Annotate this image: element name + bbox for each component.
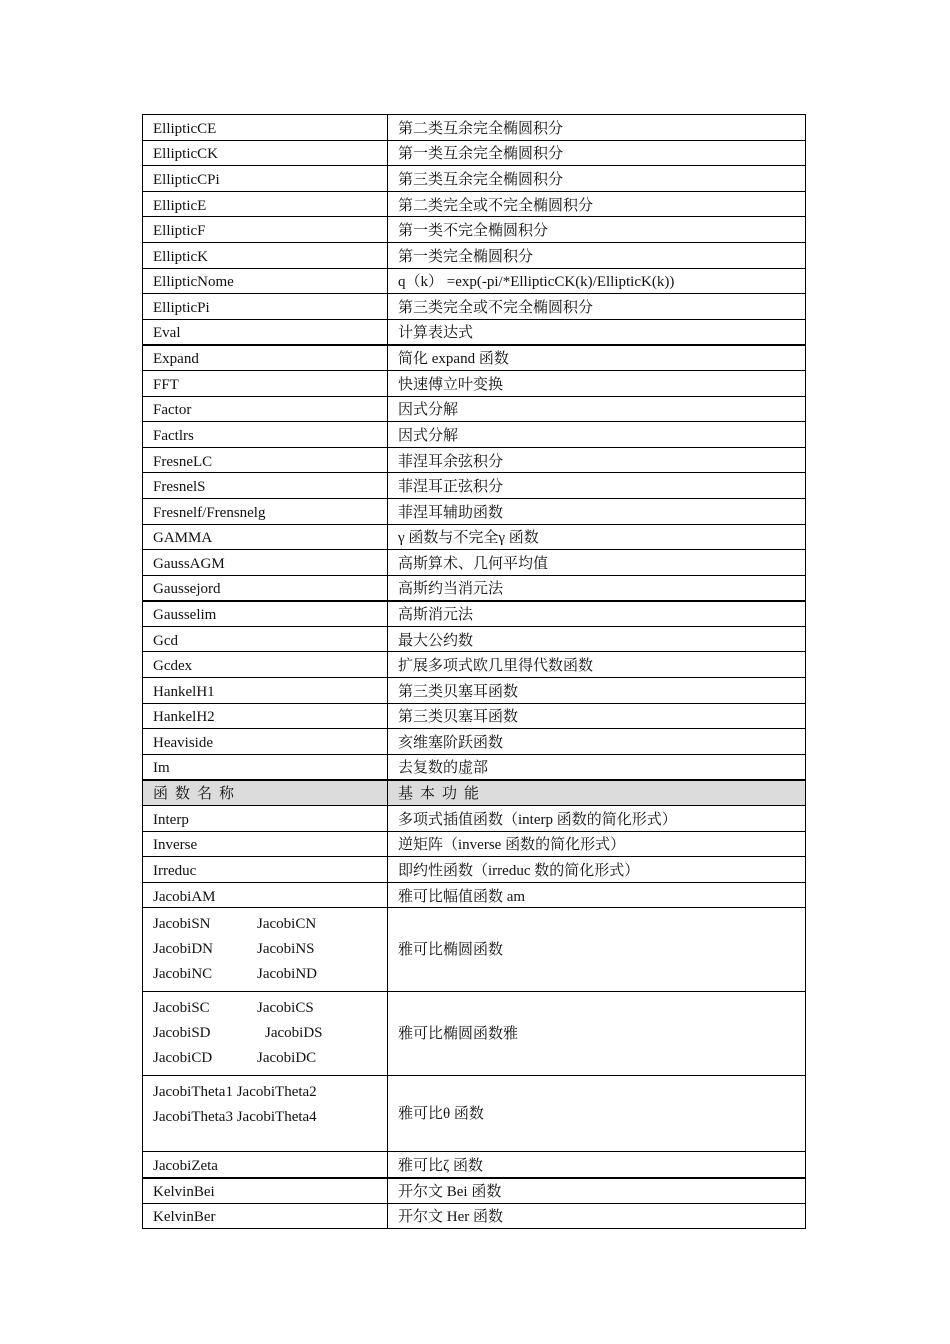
table-row	[143, 857, 806, 883]
function-name: Gcdex	[143, 652, 388, 678]
function-description: 第三类贝塞耳函数	[388, 678, 806, 704]
function-name: GAMMA	[143, 524, 388, 550]
function-description: 亥维塞阶跃函数	[388, 729, 806, 755]
function-name: Gausselim	[143, 601, 388, 627]
table-row	[143, 754, 806, 780]
function-name: FFT	[143, 370, 388, 396]
function-description: 开尔文 Her 函数	[388, 1203, 806, 1229]
header-function-name: 函数名称	[143, 780, 388, 806]
function-name: EllipticNome	[143, 268, 388, 294]
table-row	[143, 601, 806, 627]
function-name: JacobiDS	[265, 1025, 323, 1042]
function-name: KelvinBer	[143, 1203, 388, 1229]
function-name: Eval	[143, 319, 388, 345]
table-row	[143, 319, 806, 345]
function-name: FresneLC	[143, 447, 388, 473]
function-description: 最大公约数	[388, 626, 806, 652]
function-name: EllipticF	[143, 217, 388, 243]
function-description: 高斯约当消元法	[388, 575, 806, 601]
function-name: EllipticPi	[143, 294, 388, 320]
function-description: 去复数的虚部	[388, 754, 806, 780]
table-row	[143, 1203, 806, 1229]
function-name: JacobiND	[257, 966, 317, 983]
function-name: EllipticK	[143, 242, 388, 268]
function-name-group	[143, 1076, 388, 1152]
function-name: Interp	[143, 806, 388, 832]
function-pair	[153, 1021, 377, 1046]
function-description: 菲涅耳正弦积分	[388, 473, 806, 499]
function-description: 第二类互余完全椭圆积分	[388, 115, 806, 141]
function-description: 第一类不完全椭圆积分	[388, 217, 806, 243]
function-name: JacobiSD	[153, 1025, 211, 1042]
function-name: Heaviside	[143, 729, 388, 755]
table-row	[143, 498, 806, 524]
table-row	[143, 370, 806, 396]
function-description: q（k） =exp(-pi/*EllipticCK(k)/EllipticK(k))	[388, 268, 806, 294]
table-row	[143, 652, 806, 678]
table-row	[143, 140, 806, 166]
function-pair	[153, 1046, 377, 1071]
table-row	[143, 115, 806, 141]
table-row	[143, 345, 806, 371]
function-line: JacobiTheta3 JacobiTheta4	[153, 1109, 317, 1126]
function-description: 多项式插值函数（interp 函数的简化形式）	[388, 806, 806, 832]
function-name-group	[143, 992, 388, 1076]
function-description: 计算表达式	[388, 319, 806, 345]
function-name: EllipticCE	[143, 115, 388, 141]
function-description: 扩展多项式欧几里得代数函数	[388, 652, 806, 678]
table-row	[143, 191, 806, 217]
table-row	[143, 806, 806, 832]
function-description: 因式分解	[388, 396, 806, 422]
table-row	[143, 703, 806, 729]
table-row	[143, 422, 806, 448]
function-description: 即约性函数（irreduc 数的简化形式）	[388, 857, 806, 883]
function-description: 第一类互余完全椭圆积分	[388, 140, 806, 166]
function-name: Expand	[143, 345, 388, 371]
function-description: 雅可比ζ 函数	[388, 1152, 806, 1178]
function-name: EllipticCPi	[143, 166, 388, 192]
table-row	[143, 1152, 806, 1178]
function-name: FresnelS	[143, 473, 388, 499]
function-description: 高斯算术、几何平均值	[388, 550, 806, 576]
function-name: JacobiAM	[143, 882, 388, 908]
table-row	[143, 550, 806, 576]
function-name: Inverse	[143, 831, 388, 857]
function-description: 因式分解	[388, 422, 806, 448]
function-description: γ 函数与不完全γ 函数	[388, 524, 806, 550]
table-row	[143, 678, 806, 704]
table-row	[143, 524, 806, 550]
function-name: JacobiNC	[153, 966, 213, 983]
function-description: 第三类完全或不完全椭圆积分	[388, 294, 806, 320]
function-name: JacobiCD	[153, 1050, 213, 1067]
function-pair	[153, 996, 377, 1021]
function-name: JacobiSN	[153, 916, 211, 933]
function-name: JacobiSC	[153, 1000, 210, 1017]
function-name: JacobiZeta	[143, 1152, 388, 1178]
function-name-group	[143, 908, 388, 992]
function-description: 开尔文 Bei 函数	[388, 1178, 806, 1204]
function-name: Im	[143, 754, 388, 780]
function-description: 菲涅耳余弦积分	[388, 447, 806, 473]
function-name: Gcd	[143, 626, 388, 652]
table-row	[143, 217, 806, 243]
function-description: 菲涅耳辅助函数	[388, 498, 806, 524]
function-name: JacobiDN	[153, 941, 213, 958]
function-name: EllipticCK	[143, 140, 388, 166]
table-header-row	[143, 780, 806, 806]
table-row	[143, 473, 806, 499]
function-description: 逆矩阵（inverse 函数的简化形式）	[388, 831, 806, 857]
function-name: Fresnelf/Frensnelg	[143, 498, 388, 524]
table-row	[143, 268, 806, 294]
function-pair	[153, 962, 377, 987]
table-row	[143, 396, 806, 422]
header-basic-function: 基本功能	[388, 780, 806, 806]
function-description: 高斯消元法	[388, 601, 806, 627]
function-description: 快速傅立叶变换	[388, 370, 806, 396]
table-row	[143, 1178, 806, 1204]
function-description: 简化 expand 函数	[388, 345, 806, 371]
function-name: GaussAGM	[143, 550, 388, 576]
function-description: 第二类完全或不完全椭圆积分	[388, 191, 806, 217]
function-pair	[153, 937, 377, 962]
table-row-group	[143, 908, 806, 992]
table-row	[143, 831, 806, 857]
table-row-group	[143, 992, 806, 1076]
function-description: 雅可比椭圆函数	[388, 908, 806, 992]
function-table	[142, 114, 806, 1229]
function-description: 第三类贝塞耳函数	[388, 703, 806, 729]
function-description: 第一类完全椭圆积分	[388, 242, 806, 268]
function-name: Gaussejord	[143, 575, 388, 601]
function-name: Factor	[143, 396, 388, 422]
function-name: JacobiCS	[257, 1000, 314, 1017]
table-row	[143, 294, 806, 320]
function-name: Factlrs	[143, 422, 388, 448]
function-name: JacobiDC	[257, 1050, 317, 1067]
function-description: 雅可比椭圆函数雅	[388, 992, 806, 1076]
table-row	[143, 575, 806, 601]
function-name: JacobiCN	[257, 916, 317, 933]
function-pair	[153, 912, 377, 937]
function-name: HankelH1	[143, 678, 388, 704]
function-name: HankelH2	[143, 703, 388, 729]
table-row	[143, 447, 806, 473]
table-row-group	[143, 1076, 806, 1152]
table-row	[143, 729, 806, 755]
function-name: EllipticE	[143, 191, 388, 217]
table-row	[143, 166, 806, 192]
function-name: JacobiNS	[257, 941, 315, 958]
function-description: 雅可比θ 函数	[388, 1076, 806, 1152]
table-row	[143, 626, 806, 652]
function-name: Irreduc	[143, 857, 388, 883]
function-description: 第三类互余完全椭圆积分	[388, 166, 806, 192]
table-row	[143, 882, 806, 908]
function-description: 雅可比幅值函数 am	[388, 882, 806, 908]
function-line: JacobiTheta1 JacobiTheta2	[153, 1084, 317, 1101]
function-name: KelvinBei	[143, 1178, 388, 1204]
table-row	[143, 242, 806, 268]
